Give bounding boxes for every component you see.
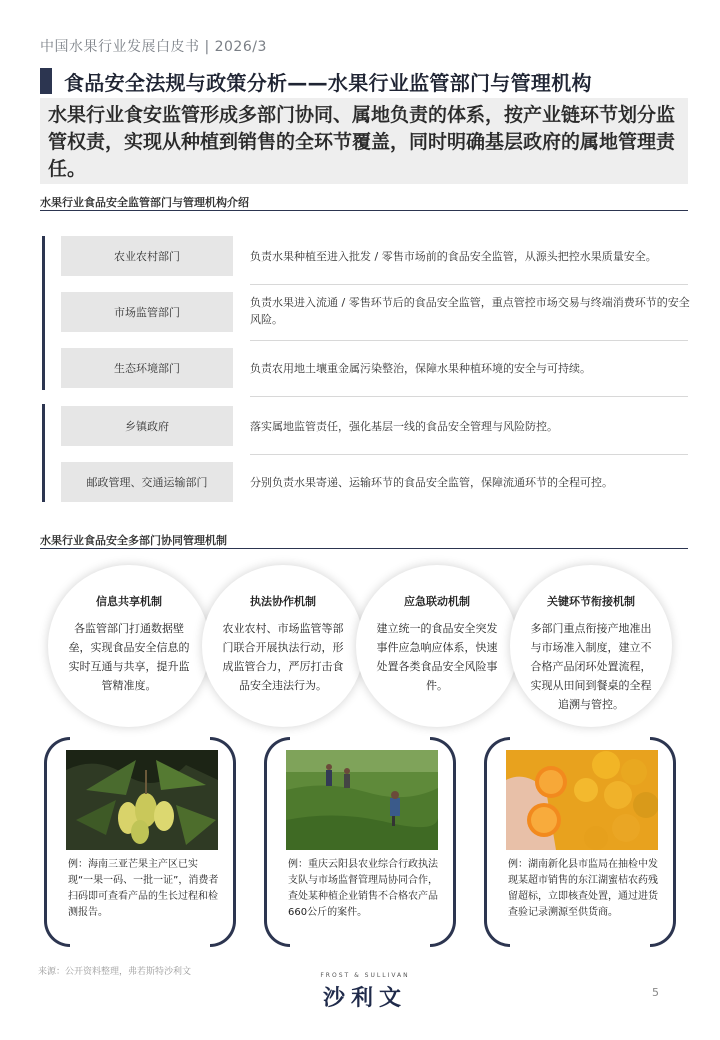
summary-box: 水果行业食安监管形成多部门协同、属地负责的体系，按产业链环节划分监管权责，实现从种植到销售的全环节覆盖，同时明确基层政府的属地管理责任。 — [40, 98, 688, 184]
case-card — [264, 737, 456, 947]
department-desc: 分别负责水果寄递、运输环节的食品安全监管，保障流通环节的全程可控。 — [250, 476, 613, 489]
page-number: 5 — [652, 986, 659, 999]
section-heading-departments: 水果行业食品安全监管部门与管理机构介绍 — [40, 196, 249, 209]
mechanism-body: 建立统一的食品安全突发事件应急响应体系，快速处置各类食品安全风险事件。 — [376, 622, 498, 692]
logo — [310, 972, 420, 1012]
department-name: 市场监管部门 — [61, 292, 233, 332]
row-divider — [250, 396, 688, 397]
mechanism-body: 农业农村、市场监管等部门联合开展执法行动，形成监管合力，严厉打击食品安全违法行为。 — [222, 622, 344, 692]
department-desc: 负责农用地土壤重金属污染整治，保障水果种植环境的安全与可持续。 — [250, 362, 591, 375]
section-divider — [40, 210, 688, 211]
title-accent-bar — [40, 68, 52, 94]
department-name: 乡镇政府 — [61, 406, 233, 446]
mechanism-title: 关键环节衔接机制 — [547, 595, 635, 608]
section-heading-mechanisms: 水果行业食品安全多部门协同管理机制 — [40, 534, 227, 547]
mechanism-circle — [510, 565, 672, 727]
farm-field-photo — [286, 750, 438, 850]
row-divider — [250, 284, 688, 285]
page-title: 食品安全法规与政策分析——水果行业监管部门与管理机构 — [64, 70, 592, 95]
case-card — [44, 737, 236, 947]
mango-photo — [66, 750, 218, 850]
case-text: 例：重庆云阳县农业综合行政执法支队与市场监督管理局协同合作，查处某种植企业销售不合格农产品660公斤的案件。 — [288, 859, 438, 918]
mechanism-circles — [48, 565, 688, 730]
logo-english: FROST & SULLIVAN — [320, 972, 410, 979]
section-divider — [40, 548, 688, 549]
mechanism-circle — [356, 565, 518, 727]
oranges-photo — [506, 750, 658, 850]
case-card — [484, 737, 676, 947]
department-name: 邮政管理、交通运输部门 — [61, 462, 233, 502]
department-desc: 负责水果种植至进入批发 / 零售市场前的食品安全监管，从源头把控水果质量安全。 — [250, 250, 657, 263]
mechanism-title: 应急联动机制 — [404, 595, 470, 608]
mechanism-title: 信息共享机制 — [96, 595, 162, 608]
source-note: 来源：公开资料整理，弗若斯特沙利文 — [38, 967, 192, 977]
row-divider — [250, 454, 688, 455]
mechanism-title: 执法协作机制 — [250, 595, 316, 608]
report-header: 中国水果行业发展白皮书 | 2026/3 — [40, 39, 267, 55]
mechanism-body: 各监管部门打通数据壁垒，实现食品安全信息的实时互通与共享，提升监管精准度。 — [68, 622, 190, 692]
mechanism-circle — [202, 565, 364, 727]
title-row — [40, 68, 690, 94]
mechanism-circle — [48, 565, 210, 727]
department-desc: 负责水果进入流通 / 零售环节后的食品安全监管，重点管控市场交易与终端消费环节的安全风险。 — [250, 296, 690, 326]
case-text: 例：湖南新化县市监局在抽检中发现某超市销售的东江湖蜜桔农药残留超标，立即核查处置，通过进货查验记录溯源至供货商。 — [508, 859, 658, 918]
department-row — [40, 406, 688, 446]
department-name: 生态环境部门 — [61, 348, 233, 388]
department-row — [40, 292, 688, 332]
logo-chinese: 沙利文 — [322, 986, 407, 1011]
department-desc: 落实属地监管责任，强化基层一线的食品安全管理与风险防控。 — [250, 420, 558, 433]
department-row — [40, 236, 688, 276]
row-divider — [250, 340, 688, 341]
department-name: 农业农村部门 — [61, 236, 233, 276]
case-text: 例：海南三亚芒果主产区已实现“一果一码、一批一证”，消费者扫码即可查看产品的生长过程和检测报告。 — [68, 859, 219, 918]
department-row — [40, 348, 688, 388]
department-row — [40, 462, 688, 502]
mechanism-body: 多部门重点衔接产地准出与市场准入制度，建立不合格产品闭环处置流程，实现从田间到餐桌的全程追溯与管控。 — [530, 622, 652, 711]
